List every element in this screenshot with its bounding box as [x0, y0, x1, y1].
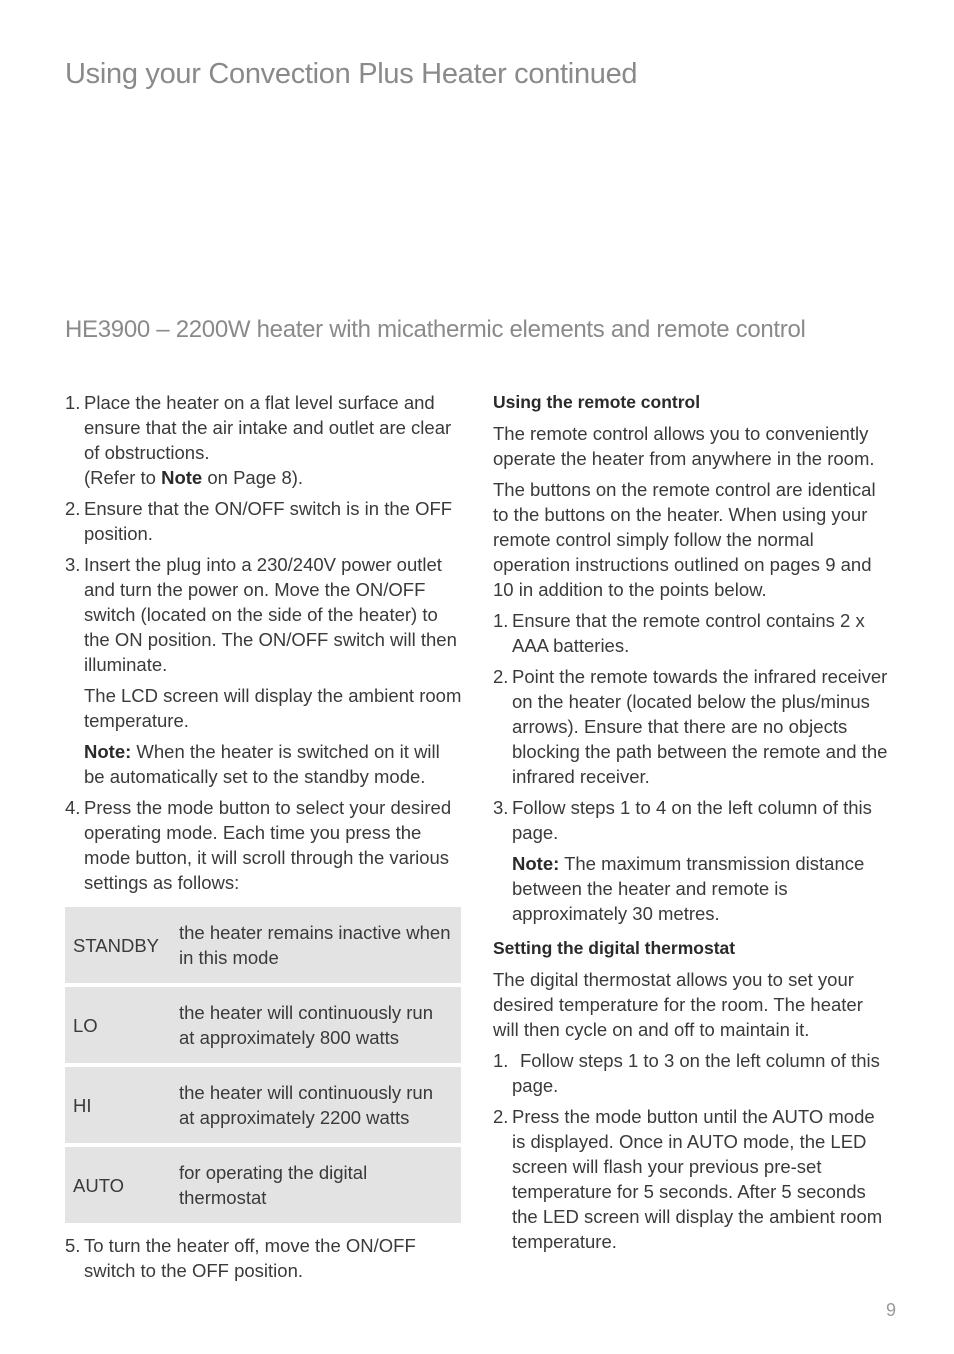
right-column [493, 390, 893, 1260]
step-text: Ensure that the remote control contains 2 x AAA batteries. [512, 610, 865, 656]
step-number: 5. [65, 1235, 81, 1256]
remote-paragraph-1: The remote control allows you to conveniently operate the heater from anywhere in the room. [493, 423, 875, 469]
step-2 [65, 496, 465, 546]
thermostat-step-2 [493, 1104, 893, 1254]
step-text: Ensure that the ON/OFF switch is in the OFF position. [84, 498, 453, 544]
step-4 [65, 795, 465, 895]
note-reference-bold: Note [161, 467, 203, 488]
note-label: Note: [512, 853, 560, 874]
distance-note: Note: The maximum transmission distance between the heater and remote is approximately 30 metres. [512, 853, 865, 924]
mode-row-hi [65, 1067, 461, 1143]
step-1 [65, 390, 465, 490]
mode-name: STANDBY [73, 934, 160, 956]
mode-description: the heater will continuously run at approximately 800 watts [179, 1002, 434, 1048]
step-text: To turn the heater off, move the ON/OFF switch to the OFF position. [84, 1235, 416, 1281]
mode-description: the heater will continuously run at approximately 2200 watts [179, 1082, 434, 1128]
note-label: Note: [84, 741, 132, 762]
step-text: Press the mode button to select your desired operating mode. Each time you press the mode button, it will scroll through the various settings as follows: [84, 797, 452, 893]
mode-row-auto [65, 1147, 461, 1223]
mode-row-lo [65, 987, 461, 1063]
step-text: Insert the plug into a 230/240V power outlet and turn the power on. Move the ON/OFF switch (located on the side of the heater) to the ON position. The ON/OFF switch will then illuminate. [84, 554, 457, 675]
remote-heading: Using the remote control [493, 392, 701, 412]
step-text: Follow steps 1 to 3 on the left column of this page. [512, 1050, 880, 1096]
step-number: 4. [65, 797, 81, 818]
mode-description: for operating the digital thermostat [179, 1162, 368, 1208]
step-3 [65, 552, 465, 789]
step-number: 2. [493, 666, 509, 687]
step-number: 2. [65, 498, 81, 519]
remote-paragraph-2: The buttons on the remote control are identical to the buttons on the heater. When using your remote control simply follow the normal operation instructions outlined on pages 9 and 10 in addition to the points below. [493, 479, 876, 600]
lcd-text: The LCD screen will display the ambient room temperature. [84, 685, 462, 731]
remote-step-1 [493, 608, 893, 658]
step-text: Press the mode button until the AUTO mode is displayed. Once in AUTO mode, the LED screen will flash your previous pre-set temperature for 5 seconds. After 5 seconds the LED screen will display the ambient room temperature. [512, 1106, 883, 1252]
page-title: Using your Convection Plus Heater continued [65, 58, 638, 90]
step-text: Follow steps 1 to 4 on the left column of this page. [512, 797, 872, 843]
left-column [65, 390, 465, 1289]
remote-step-3 [493, 795, 893, 926]
standby-note: Note: When the heater is switched on it will be automatically set to the standby mode. [84, 741, 440, 787]
step-reference: (Refer to Note on Page 8). [84, 467, 304, 488]
step-number: 1. [493, 1050, 509, 1071]
mode-name: HI [73, 1094, 92, 1116]
mode-name: AUTO [73, 1174, 125, 1196]
step-number: 3. [493, 797, 509, 818]
step-text: Place the heater on a flat level surface and ensure that the air intake and outlet are clear of obstructions. [84, 392, 452, 463]
thermostat-heading: Setting the digital thermostat [493, 938, 736, 958]
step-text: Point the remote towards the infrared receiver on the heater (located below the plus/minus arrows). Ensure that there are no objects blocking the path between the remote and the infrared receiver. [512, 666, 888, 787]
remote-step-2 [493, 664, 893, 789]
step-number: 1. [493, 610, 509, 631]
step-number: 3. [65, 554, 81, 575]
mode-row-standby [65, 907, 461, 983]
mode-description: the heater remains inactive when in this mode [179, 922, 451, 968]
page-number: 9 [886, 1300, 897, 1320]
section-subtitle: HE3900 – 2200W heater with micathermic elements and remote control [65, 316, 806, 343]
mode-table [65, 907, 461, 1223]
step-number: 1. [65, 392, 81, 413]
mode-name: LO [73, 1014, 98, 1036]
thermostat-paragraph: The digital thermostat allows you to set your desired temperature for the room. The heater will then cycle on and off to maintain it. [493, 969, 863, 1040]
step-5 [65, 1233, 465, 1283]
step-number: 2. [493, 1106, 509, 1127]
thermostat-step-1 [493, 1048, 893, 1098]
